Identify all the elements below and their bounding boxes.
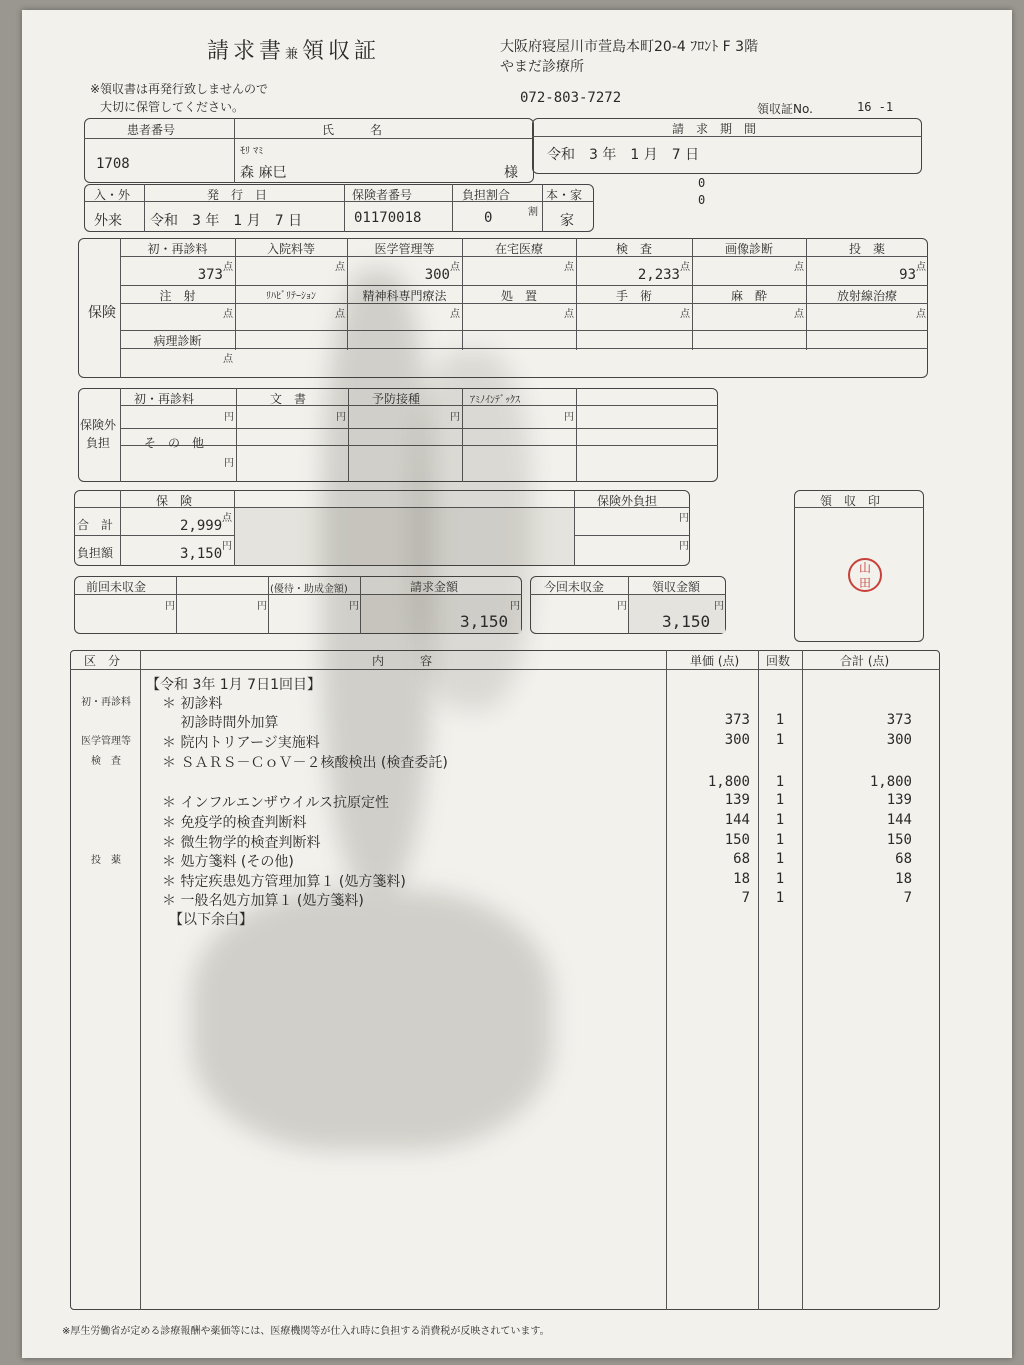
family-label: 本・家 [546,188,583,202]
detail-date-line: 【令和 3年 1月 7日1回目】 [146,677,321,693]
detail-category: 医学管理等 [81,736,131,747]
received-amount: 3,150 [662,612,711,631]
self-pay-header-4: ｱﾐﾉｲﾝﾃﾞｯｸｽ [470,395,520,406]
yen-unit: 円 [510,601,520,612]
detail-count: 1 [775,871,785,887]
detail-total: 7 [903,890,912,906]
ins-header-4: 在宅医療 [494,242,543,256]
ratio-unit: 割 [528,207,538,218]
detail-unit-price: 150 [724,832,750,848]
ins-header-5: 検 査 [615,242,652,256]
patient-name-label: 氏 名 [322,123,383,137]
burden-amount: 3,150 [180,546,223,562]
point-unit: 点 [223,262,233,273]
patient-name: 森 麻巳 [240,165,287,181]
period-zero-1: 0 [698,176,706,190]
clinic-address: 大阪府寝屋川市萱島本町20-4 ﾌﾛﾝﾄ F 3階 [500,39,759,55]
detail-content: 【以下余白】 [162,912,253,928]
ins-header-2: 入院料等 [266,242,315,256]
receipt-no-label: 領収証No. [757,102,813,116]
detail-content: 初診時間外加算 [162,715,279,731]
ins-header-1: 初・再診料 [147,242,208,256]
yen-unit: 円 [165,601,175,612]
ins-header-r2-5: 手 術 [615,289,652,303]
title-receipt: 領収証 [302,39,381,64]
yen-unit: 円 [349,601,359,612]
detail-count: 1 [775,812,785,828]
patient-sama: 様 [504,165,518,181]
clinic-name: やまだ診療所 [500,59,584,75]
point-unit: 点 [916,309,926,320]
detail-header-total: 合計 (点) [840,654,890,668]
total-points: 2,999 [180,518,223,534]
total-label: 合 計 [77,518,114,532]
point-unit: 点 [223,309,233,320]
patient-kana: ﾓﾘ ﾏﾐ [240,146,264,157]
detail-content: ＊ 一般名処方加算１ (処方箋料) [162,893,364,909]
stamp-label: 領 収 印 [820,494,881,508]
ins-header-r2-2: ﾘﾊﾋﾞﾘﾃｰｼｮﾝ [266,291,316,302]
yen-unit: 円 [336,412,346,423]
detail-total: 1,800 [869,774,912,790]
detail-content: ＊ 特定疾患処方管理加算１ (処方箋料) [162,874,406,890]
yen-unit: 円 [450,412,460,423]
detail-unit-price: 18 [733,871,750,887]
detail-header-category: 区 分 [84,654,121,668]
family-value: 家 [560,213,574,229]
ins-header-r2-1: 注 射 [159,289,196,303]
detail-total: 150 [886,832,912,848]
title-invoice: 請求書 [207,39,286,64]
yen-unit: 円 [564,412,574,423]
ins-value-5: 2,233 [637,267,680,283]
ins-header-6: 画像診断 [724,242,773,256]
detail-header-content: 内 容 [372,654,433,668]
burden-label: 負担額 [77,546,114,560]
detail-unit-price: 373 [724,712,750,728]
ratio-label: 負担割合 [462,188,511,202]
yen-unit: 円 [222,541,232,552]
detail-category: 検 査 [91,756,121,767]
self-pay-header-3: 予防接種 [372,392,421,406]
point-unit: 点 [794,262,804,273]
self-pay-label-2: 負担 [86,436,111,450]
detail-content: ＊ 初診料 [162,696,223,712]
notice-line-2: 大切に保管してください。 [100,100,245,114]
detail-content: ＊ 処方箋料 (その他) [162,854,294,870]
receipt-no: 16 -1 [857,100,894,114]
yen-unit: 円 [714,601,724,612]
document-title [207,34,380,65]
point-unit: 点 [450,262,460,273]
issue-date: 令和 3 年 1 月 7 日 [150,213,303,229]
self-pay-header-2: 文 書 [270,392,307,406]
detail-category: 投 薬 [91,855,121,866]
detail-unit-price: 7 [741,890,750,906]
detail-total: 18 [895,871,912,887]
detail-total: 300 [886,732,912,748]
period-zero-2: 0 [698,193,706,207]
detail-header-count: 回数 [766,654,791,668]
detail-content: ＊ 院内トリアージ実施料 [162,735,320,751]
point-unit: 点 [335,309,345,320]
ins-header-r2-6: 麻 酔 [730,289,767,303]
detail-total: 144 [886,812,912,828]
io-value: 外来 [94,213,122,229]
point-unit: 点 [222,513,232,524]
detail-total: 68 [895,851,912,867]
clinic-phone: 072-803-7272 [520,90,622,106]
shadow-overlay [412,350,532,710]
io-label: 入・外 [94,188,131,202]
detail-unit-price: 144 [724,812,750,828]
self-pay-header-1: 初・再診料 [134,392,195,406]
detail-count: 1 [775,851,785,867]
point-unit: 点 [680,309,690,320]
detail-content: ＊ 免疫学的検査判断料 [162,815,307,831]
ins-header-pathology: 病理診断 [153,334,202,348]
detail-count: 1 [775,732,785,748]
yen-unit: 円 [224,412,234,423]
ratio-value: 0 [484,210,493,226]
detail-unit-price: 1,800 [707,774,750,790]
point-unit: 点 [564,262,574,273]
notice-line-1: ※領収書は再発行致しませんので [90,82,269,96]
ins-header-r2-4: 処 置 [500,289,537,303]
issue-date-label: 発 行 日 [207,188,268,202]
point-unit: 点 [564,309,574,320]
detail-unit-price: 68 [733,851,750,867]
ins-value-3: 300 [424,267,450,283]
point-unit: 点 [794,309,804,320]
detail-unit-price: 300 [724,732,750,748]
detail-category: 初・再診料 [81,697,131,708]
seal-stamp: 山 田 [848,558,882,592]
patient-id-label: 患者番号 [127,123,176,137]
ins-header-7: 投 薬 [848,242,885,256]
self-pay-other-label: そ の 他 [144,436,205,450]
title-ken: 兼 [285,47,303,62]
shadow-overlay [192,890,552,1150]
detail-content: ＊ ＳＡＲＳ－ＣｏＶ－２核酸検出 (検査委託) [162,755,448,771]
detail-content: ＊ インフルエンザウイルス抗原定性 [162,795,390,811]
detail-total: 139 [886,792,912,808]
discount-label: (優待・助成金額) [270,584,348,595]
detail-total: 373 [886,712,912,728]
prev-unpaid-label: 前回未収金 [86,580,147,594]
detail-unit-price: 139 [724,792,750,808]
receipt-paper [22,10,1012,1358]
billing-period: 令和 3 年 1 月 7 日 [547,147,700,163]
detail-count: 1 [775,890,785,906]
point-unit: 点 [335,262,345,273]
detail-count: 1 [775,712,785,728]
insurer-number: 01170018 [354,210,422,226]
yen-unit: 円 [679,541,689,552]
point-unit: 点 [450,309,460,320]
billing-period-label: 請 求 期 間 [672,122,757,136]
patient-id: 1708 [96,156,130,172]
yen-unit: 円 [224,458,234,469]
detail-header-unit: 単価 (点) [690,654,740,668]
yen-unit: 円 [617,601,627,612]
yen-unit: 円 [257,601,267,612]
detail-count: 1 [775,832,785,848]
ins-value-7: 93 [899,267,916,283]
detail-content: ＊ 微生物学的検査判断料 [162,835,321,851]
received-label: 領収金額 [652,580,701,594]
point-unit: 点 [916,262,926,273]
totals-insurance-label: 保 険 [156,494,193,508]
detail-count: 1 [775,792,785,808]
yen-unit: 円 [679,513,689,524]
detail-count: 1 [775,774,785,790]
ins-header-r2-7: 放射線治療 [836,289,897,303]
bill-amount-label: 請求金額 [410,580,459,594]
insurer-label: 保険者番号 [352,188,413,202]
ins-value-1: 373 [197,267,223,283]
point-unit: 点 [223,354,233,365]
bill-amount: 3,150 [460,612,509,631]
this-unpaid-label: 今回未収金 [544,580,605,594]
footer-note: ※厚生労働省が定める診療報酬や薬価等には、医療機関等が仕入れ時に負担する消費税が反映されています。 [62,1326,550,1337]
insurance-section-label: 保険 [88,305,116,321]
totals-self-pay-label: 保険外負担 [597,494,658,508]
ins-header-r2-3: 精神科専門療法 [362,289,447,303]
ins-header-3: 医学管理等 [374,242,435,256]
point-unit: 点 [680,262,690,273]
self-pay-label-1: 保険外 [80,418,117,432]
